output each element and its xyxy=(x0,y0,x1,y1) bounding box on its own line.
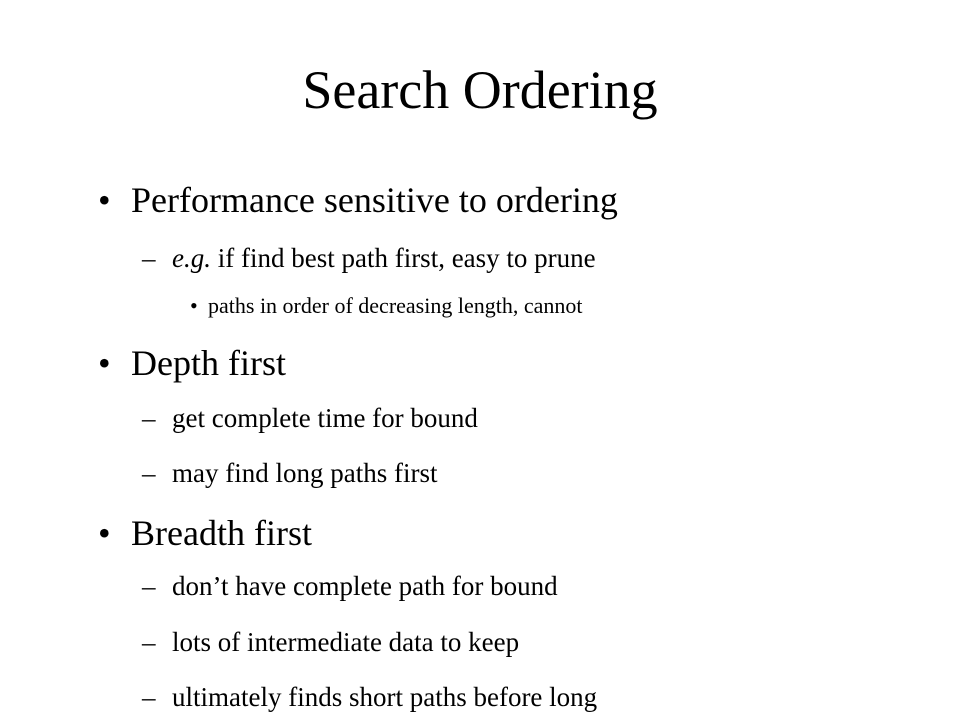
dash-marker: – xyxy=(142,627,156,657)
dash-marker: – xyxy=(142,403,156,433)
bullet-1-text: Performance sensitive to ordering xyxy=(131,180,618,220)
slide-title: Search Ordering xyxy=(302,60,658,120)
dash-marker: – xyxy=(142,458,156,488)
bullet-1-sub-1-text: if find best path first, easy to prune xyxy=(210,243,596,273)
bullet-3-sub-1-text: don’t have complete path for bound xyxy=(172,571,558,601)
bullet-3-sub-2-text: lots of intermediate data to keep xyxy=(172,627,520,657)
bullet-2-sub-2 xyxy=(142,457,437,489)
bullet-1-sub-1-italic-prefix: e.g. xyxy=(172,243,211,273)
dash-marker: – xyxy=(142,571,156,601)
bullet-marker: • xyxy=(98,180,111,220)
bullet-marker-small: • xyxy=(190,293,198,318)
bullet-2-sub-1-text: get complete time for bound xyxy=(172,403,478,433)
dash-marker: – xyxy=(142,243,156,273)
bullet-marker: • xyxy=(98,513,111,553)
bullet-3-sub-2 xyxy=(142,626,519,658)
bullet-2-sub-1 xyxy=(142,402,478,434)
bullet-3-text: Breadth first xyxy=(131,513,312,553)
bullet-1-sub-1-sub-1 xyxy=(190,293,582,319)
bullet-3-sub-1 xyxy=(142,570,558,602)
bullet-2-sub-2-text: may find long paths first xyxy=(172,458,438,488)
bullet-1 xyxy=(98,179,618,221)
bullet-3 xyxy=(98,512,312,554)
bullet-1-sub-1 xyxy=(142,242,596,274)
dash-marker: – xyxy=(142,682,156,712)
bullet-2-text: Depth first xyxy=(131,343,286,383)
bullet-2 xyxy=(98,342,286,384)
bullet-3-sub-3 xyxy=(142,681,597,713)
bullet-3-sub-3-text: ultimately finds short paths before long xyxy=(172,682,598,712)
bullet-1-sub-1-sub-1-text: paths in order of decreasing length, cannot xyxy=(208,293,583,318)
bullet-marker: • xyxy=(98,343,111,383)
